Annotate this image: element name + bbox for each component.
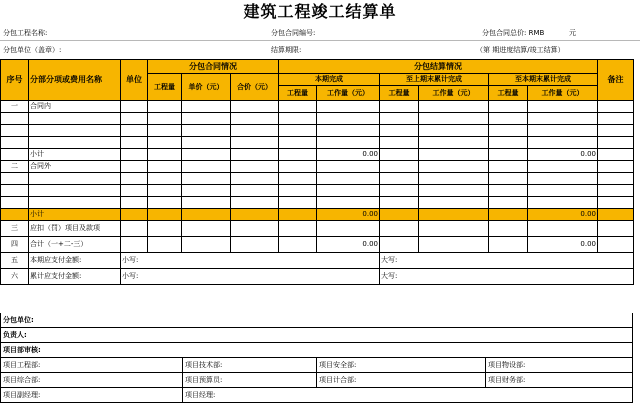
- seq-cell: 三: [1, 221, 29, 237]
- item-name-cell: 本期应支付金额:: [29, 253, 121, 269]
- header-current-period: 本期完成: [279, 74, 380, 86]
- header-current-qty: 工程量: [279, 86, 317, 101]
- seq-cell: 一: [1, 101, 29, 113]
- info-row-1: [0, 25, 640, 41]
- pm-safety: 项目安全部:: [319, 361, 357, 369]
- seq-cell: 五: [1, 253, 29, 269]
- table-row: [1, 161, 634, 173]
- subcontractor-label: 分包单位（盖章）:: [3, 46, 62, 54]
- signoff-row: [0, 373, 633, 388]
- signoff-row: [0, 328, 633, 343]
- table-row: [1, 185, 634, 197]
- header-prev-cumulative: 至上期末累计完成: [380, 74, 489, 86]
- pm-general: 项目综合部:: [3, 376, 41, 384]
- amount-uppercase: 大写:: [380, 269, 634, 285]
- header-item-name: 分部分项或费用名称: [29, 60, 121, 101]
- header-settlement-group: 分包结算情况: [279, 60, 598, 74]
- pm-finance: 项目财务部:: [488, 376, 526, 384]
- pm-planning: 项目计合部:: [319, 376, 357, 384]
- item-name-cell: 合同内: [29, 101, 121, 113]
- table-row: [1, 113, 634, 125]
- amount-lowercase: 小写:: [121, 269, 380, 285]
- table-row: [1, 269, 634, 285]
- header-contract-qty: 工程量: [148, 74, 182, 101]
- total-current-workload: 0.00: [317, 237, 380, 253]
- signoff-section: [0, 313, 633, 403]
- period-type: （第 期进度结算/竣工结算）: [476, 46, 565, 54]
- responsible-sign: 负责人:: [3, 331, 27, 339]
- pm-manager: 项目经理:: [185, 391, 216, 399]
- table-row: [1, 149, 634, 161]
- header-seq: 序号: [1, 60, 29, 101]
- item-name-cell: 累计应支付金额:: [29, 269, 121, 285]
- signoff-row: [0, 313, 633, 328]
- header-unit: 单位: [121, 60, 148, 101]
- header-unit-price: 单价（元）: [182, 74, 231, 101]
- item-name-cell: 合同外: [29, 161, 121, 173]
- table-row: [1, 197, 634, 209]
- seq-cell: 六: [1, 269, 29, 285]
- header-to-date-cumulative: 至本期末累计完成: [489, 74, 598, 86]
- signoff-row: [0, 388, 633, 403]
- subcontractor-sign: 分包单位:: [3, 316, 34, 324]
- period-label: 结算期限:: [271, 46, 302, 54]
- pm-budget: 项目预算员:: [185, 376, 223, 384]
- contract-total-label: 分包合同总价: RMB: [482, 29, 545, 37]
- table-row: [1, 253, 634, 269]
- item-name-cell: 合计（一+二-三）: [29, 237, 121, 253]
- total-cumulative-workload: 0.00: [528, 237, 598, 253]
- header-total-price: 合价（元）: [231, 74, 279, 101]
- amount-lowercase: 小写:: [121, 253, 380, 269]
- dept-review-sign: 项目部审核:: [3, 346, 41, 354]
- subtotal-cumulative-workload: 0.00: [528, 209, 598, 221]
- info-row-2: [0, 42, 640, 58]
- table-row: [1, 137, 634, 149]
- pm-technical: 项目技术部:: [185, 361, 223, 369]
- header-remark: 备注: [598, 60, 634, 101]
- pm-deputy: 项目副经理:: [3, 391, 41, 399]
- subtotal-current-workload: 0.00: [317, 149, 380, 161]
- currency-unit: 元: [569, 29, 576, 37]
- seq-cell: 二: [1, 161, 29, 173]
- pm-materials: 项目物设部:: [488, 361, 526, 369]
- project-name-label: 分包工程名称:: [3, 29, 48, 37]
- table-row: [1, 221, 634, 237]
- header-todate-workload: 工作量（元）: [528, 86, 598, 101]
- subtotal-current-workload: 0.00: [317, 209, 380, 221]
- table-row: [1, 237, 634, 253]
- signoff-row: [0, 358, 633, 373]
- subtotal-label: 小计: [29, 149, 121, 161]
- seq-cell: 四: [1, 237, 29, 253]
- header-prev-workload: 工作量（元）: [419, 86, 489, 101]
- sheet-title: 建筑工程竣工结算单: [243, 2, 397, 21]
- subtotal-cumulative-workload: 0.00: [528, 149, 598, 161]
- settlement-table: [0, 59, 634, 285]
- table-row: [1, 101, 634, 113]
- pm-engineering: 项目工程部:: [3, 361, 41, 369]
- amount-uppercase: 大写:: [380, 253, 634, 269]
- contract-no-label: 分包合同编号:: [271, 29, 316, 37]
- header-contract-group: 分包合同情况: [148, 60, 279, 74]
- signoff-row: [0, 343, 633, 358]
- table-row: [1, 125, 634, 137]
- item-name-cell: 应扣（罚）项目及款项: [29, 221, 121, 237]
- header-current-workload: 工作量（元）: [317, 86, 380, 101]
- table-row: [1, 173, 634, 185]
- table-row: [1, 209, 634, 221]
- subtotal-label: 小计: [29, 209, 121, 221]
- header-todate-qty: 工程量: [489, 86, 528, 101]
- header-prev-qty: 工程量: [380, 86, 419, 101]
